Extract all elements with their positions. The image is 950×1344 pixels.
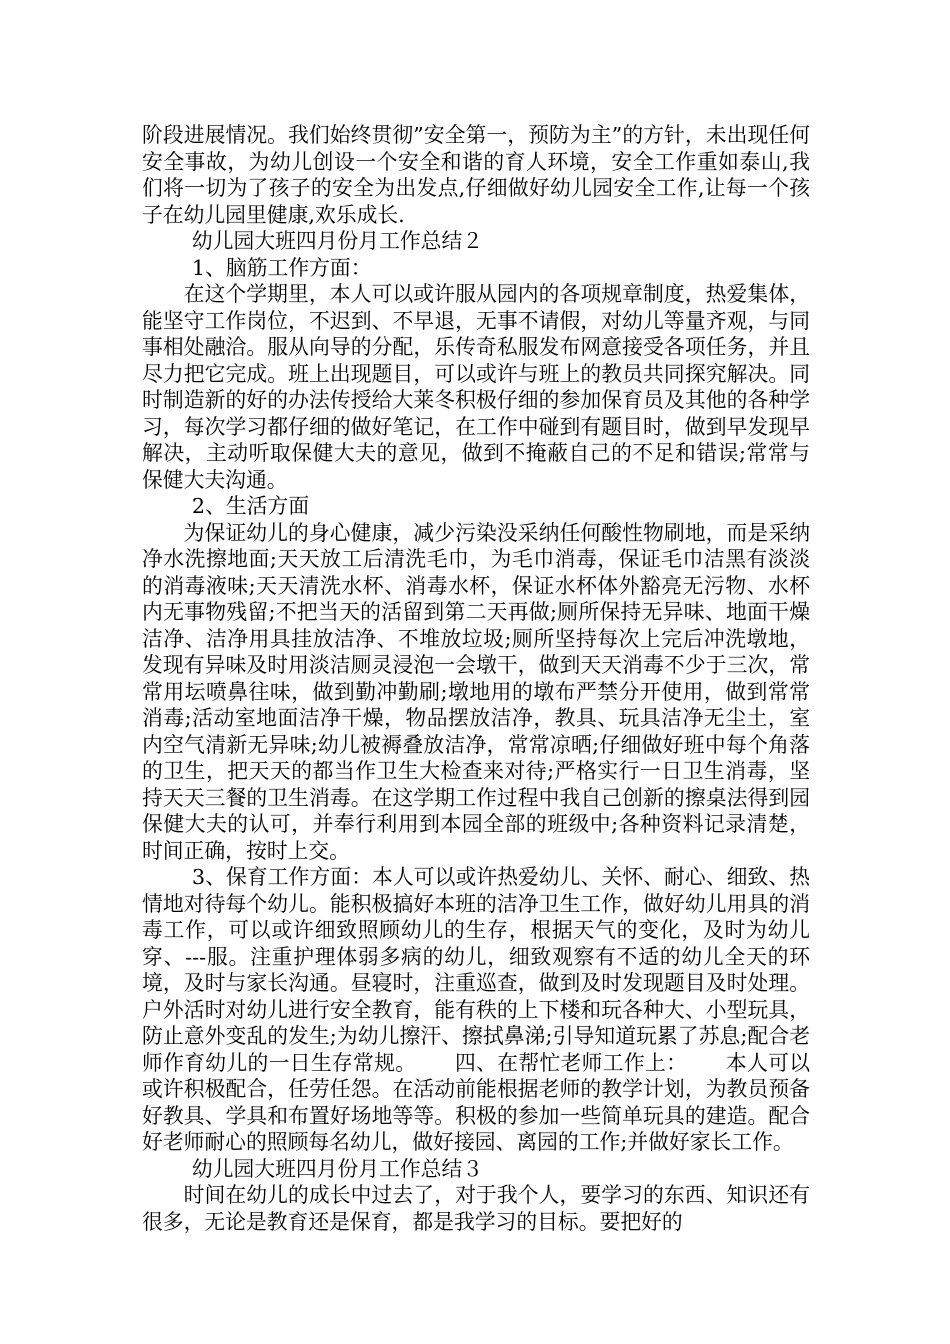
paragraph-summary-3-intro: 时间在幼儿的成长中过去了，对于我个人，要学习的东西、知识还有很多，无论是教育还是保育，都是我学习的目标。要把好的 <box>142 1183 810 1234</box>
subheading-life: 2、生活方面 <box>191 494 310 518</box>
paragraph-care-work: 3、保育工作方面：本人可以或许热爱幼儿、关怀、耐心、细致、热情地对待每个幼儿。能积极搞好本班的洁净卫生工作，做好幼儿用具的消毒工作，可以或许细致照顾幼儿的生存，根据天气的变化，及时为幼儿穿、---服。注重护理体弱多病的幼儿，细致观察有不适的幼儿全天的环境，及时与家长沟通。昼寝时，注重巡查，做到及时发现题目及时处理。户外活时对幼儿进行安全教育，能有秩的上下楼和玩各种大、小型玩具，防止意外变乱的发生;为幼儿擦汗、擦拭鼻涕;引导知道玩累了苏息;配合老师作育幼儿的一日生存常规。 四、在帮忙老师工作上： 本人可以或许积极配合，任劳任怨。在活动前能根据老师的教学计划，为教员预备好教具、学具和布置好场地等等。积极的参加一些简单玩具的建造。配合好老师耐心的照顾每名幼儿，做好接园、离园的工作;并做好家长工作。 <box>142 865 810 1154</box>
subheading-mind-work: 1、脑筋工作方面： <box>191 255 372 280</box>
document-page <box>142 122 810 1235</box>
paragraph-mind-work: 在这个学期里，本人可以或许服从园内的各项规章制度，热爱集体，能坚守工作岗位，不迟到、不早退，无事不请假，对幼儿等量齐观，与同事相处融洽。服从向导的分配，乐传奇私服发布网意接受各项任务，并且尽力把它完成。班上出现题目，可以或许与班上的教员共同探究解决。同时制造新的好的办法传授给大莱冬积极仔细的参加保育员及其他的各种学习，每次学习都仔细的做好笔记，在工作中碰到有题目时，做到早发现早解决，主动听取保健大夫的意见，做到不掩蔽自己的不足和错误;常常与保健大夫沟通。 <box>142 282 810 492</box>
paragraph-life: 为保证幼儿的身心健康，减少污染没采纳任何酸性物刷地，而是采纳净水洗擦地面;天天放工后清洗毛巾，为毛巾消毒，保证毛巾洁黑有淡淡的消毒液味;天天清洗水杯、消毒水杯，保证水杯体外豁亮无污物、水杯内无事物残留;不把当天的活留到第二天再做;厕所保持无异味、地面干燥洁净、洁净用具挂放洁净、不堆放垃圾;厕所坚持每次上完后冲洗墩地，发现有异味及时用淡洁厕灵浸泡一会墩干，做到天天消毒不少于三次，常常用坛喷鼻往味，做到勤冲勤刷;墩地用的墩布严禁分开使用，做到常常消毒;活动室地面洁净干燥，物品摆放洁净，教具、玩具洁净无尘土，室内空气清新无异味;幼儿被褥叠放洁净，常常凉晒;仔细做好班中每个角落的卫生，把天天的都当作卫生大检查来对待;严格实行一日卫生消毒，坚持天天三餐的卫生消毒。在这学期工作过程中我自己创新的擦桌法得到园保健大夫的认可，并奉行利用到本园全部的班级中;各种资料记录清楚，时间正确，按时上交。 <box>142 520 810 863</box>
section-title-summary-3: 幼儿园大班四月份月工作总结３ <box>191 1156 484 1181</box>
paragraph-safety-summary: 阶段进展情况。我们始终贯彻”安全第一，预防为主”的方针，未出现任何安全事故，为幼儿创设一个安全和谐的育人环境，安全工作重如泰山,我们将一切为了孩子的安全为出发点,仔细做好幼儿园安全工作,让每一个孩子在幼儿园里健康,欢乐成长. <box>142 123 810 227</box>
section-title-summary-2: 幼儿园大班四月份月工作总结２ <box>191 229 484 253</box>
